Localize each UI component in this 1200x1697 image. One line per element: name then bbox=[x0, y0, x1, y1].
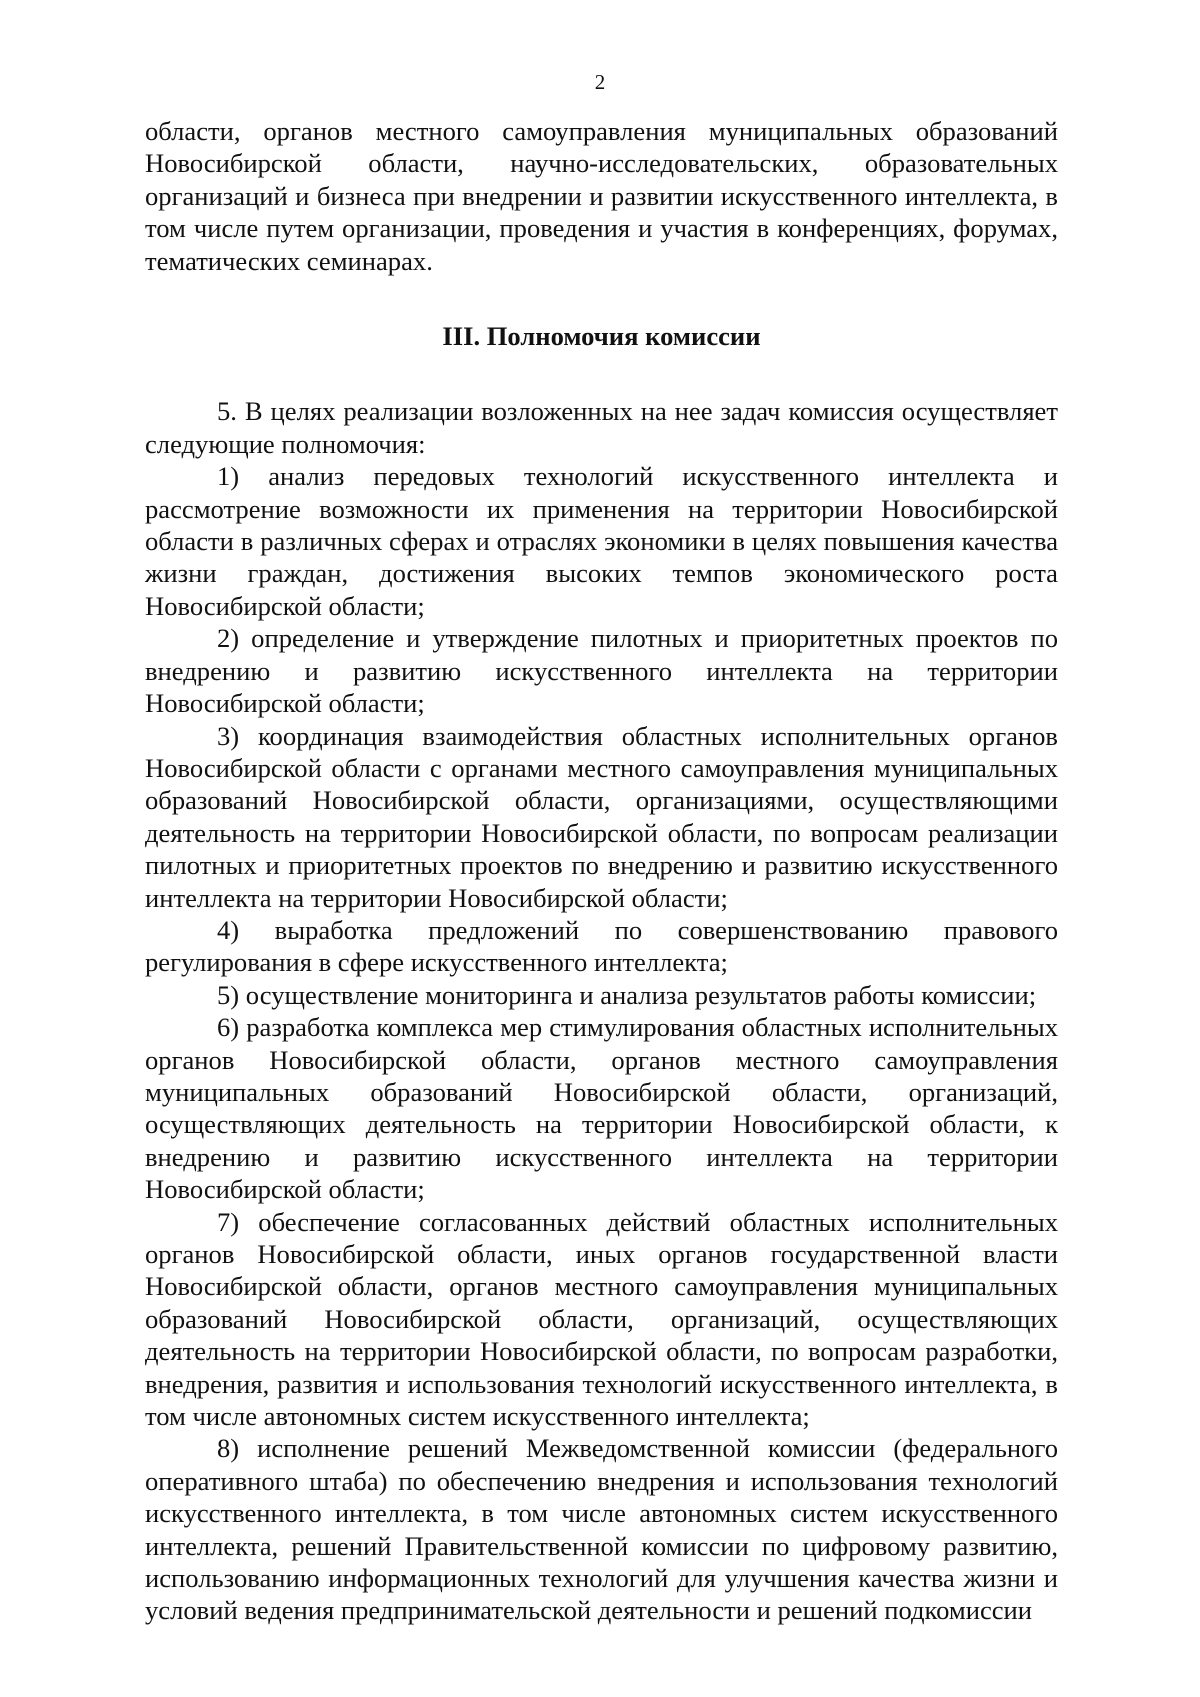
list-item-4: 4) выработка предложений по совершенствованию правового регулирования в сфере искусственного интеллекта; bbox=[145, 914, 1058, 978]
section-heading: III. Полномочия комиссии bbox=[442, 321, 761, 352]
list-item-8: 8) исполнение решений Межведомственной комиссии (федерального оперативного штаба) по обеспечению внедрения и использования технологий искусственного интеллекта, в том числе автономных систем искусственного интеллекта, решений Правительственной комиссии по цифровому развитию, использованию информационных технологий для улучшения качества жизни и условий ведения предпринимательской деятельности и решений подкомиссии bbox=[145, 1433, 1058, 1626]
intro-paragraph: области, органов местного самоуправления муниципальных образований Новосибирской области, научно-исследовательских, образовательных организаций и бизнеса при внедрении и развитии искусственного интеллекта, в том числе путем организации, проведения и участия в конференциях, форумах, тематических семинарах. bbox=[145, 116, 1058, 276]
list-item-3: 3) координация взаимодействия областных исполнительных органов Новосибирской области с органами местного самоуправления муниципальных образований Новосибирской области, организациями, осуществляющими деятельность на территории Новосибирской области, по вопросам реализации пилотных и приоритетных проектов по внедрению и развитию искусственного интеллекта на территории Новосибирской области; bbox=[145, 720, 1058, 913]
page-number: 2 bbox=[594, 70, 606, 94]
list-item-5: 5) осуществление мониторинга и анализа результатов работы комиссии; bbox=[217, 979, 1037, 1010]
document-body bbox=[145, 115, 1058, 1627]
list-item-7: 7) обеспечение согласованных действий областных исполнительных органов Новосибирской области, иных органов государственной власти Новосибирской области, органов местного самоуправления муниципальных образований Новосибирской области, организаций, осуществляющих деятельность на территории Новосибирской области, по вопросам разработки, внедрения, развития и использования технологий искусственного интеллекта, в том числе автономных систем искусственного интеллекта; bbox=[145, 1206, 1058, 1432]
list-item-2: 2) определение и утверждение пилотных и приоритетных проектов по внедрению и развитию искусственного интеллекта на территории Новосибирской области; bbox=[145, 623, 1058, 719]
list-item-1: 1) анализ передовых технологий искусственного интеллекта и рассмотрение возможности их применения на территории Новосибирской области в различных сферах и отраслях экономики в целях повышения качества жизни граждан, достижения высоких темпов экономического роста Новосибирской области; bbox=[145, 461, 1058, 621]
list-item-6: 6) разработка комплекса мер стимулирования областных исполнительных органов Новосибирской области, органов местного самоуправления муниципальных образований Новосибирской области, организаций, осуществляющих деятельность на территории Новосибирской области, к внедрению и развитию искусственного интеллекта на территории Новосибирской области; bbox=[145, 1012, 1058, 1205]
paragraph-5: 5. В целях реализации возложенных на нее задач комиссия осуществляет следующие полномочия: bbox=[145, 396, 1058, 459]
